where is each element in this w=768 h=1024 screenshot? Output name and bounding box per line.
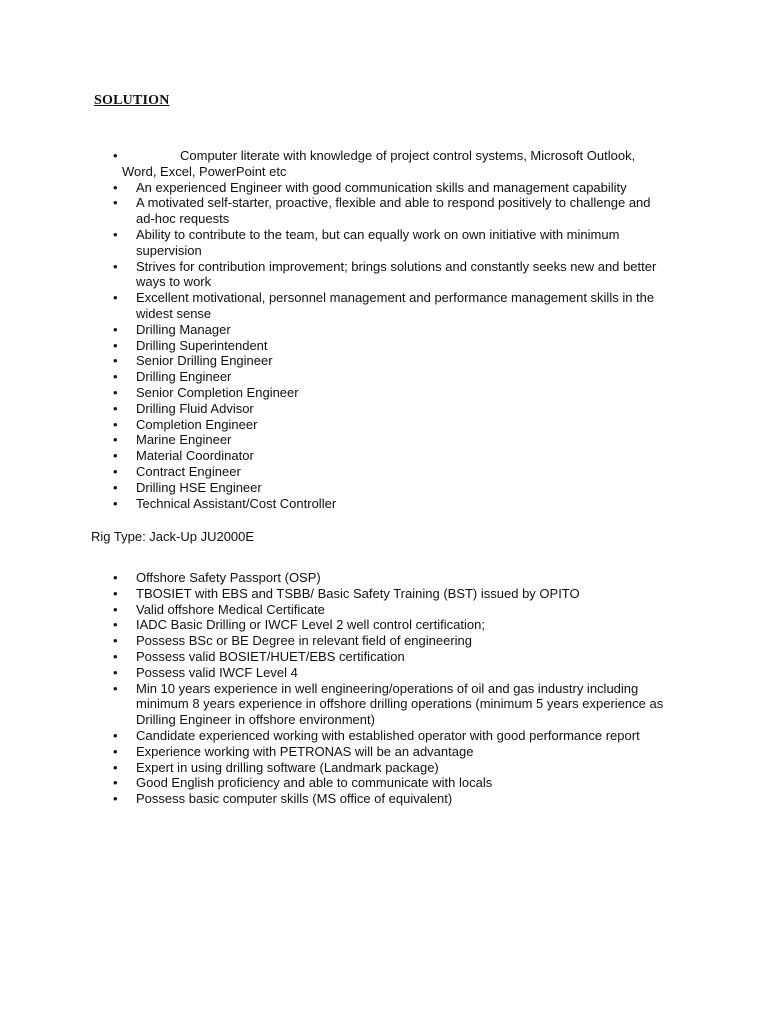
list-item: • Material Coordinator (0, 448, 768, 464)
skills-and-roles-list (0, 148, 768, 511)
list-item: • Drilling Manager (0, 322, 768, 338)
list-item: • Ability to contribute to the team, but can equally work on own initiative with minimum supervision (0, 227, 768, 259)
list-item: • Experience working with PETRONAS will be an advantage (0, 744, 768, 760)
list-item: • Possess valid BOSIET/HUET/EBS certification (0, 649, 768, 665)
list-item: • Possess BSc or BE Degree in relevant field of engineering (0, 633, 768, 649)
list-item: • Strives for contribution improvement; brings solutions and constantly seeks new and better ways to work (0, 259, 768, 291)
list-item: • Drilling Fluid Advisor (0, 401, 768, 417)
list-item: • Drilling Superintendent (0, 338, 768, 354)
list-item: • TBOSIET with EBS and TSBB/ Basic Safety Training (BST) issued by OPITO (0, 586, 768, 602)
list-item: • Drilling Engineer (0, 369, 768, 385)
list-item: • Good English proficiency and able to communicate with locals (0, 775, 768, 791)
list-item: • Contract Engineer (0, 464, 768, 480)
rig-type-line: Rig Type: Jack-Up JU2000E (91, 529, 255, 544)
list-item: • Marine Engineer (0, 432, 768, 448)
list-item: • An experienced Engineer with good communication skills and management capability (0, 180, 768, 196)
list-item: • Possess basic computer skills (MS office of equivalent) (0, 791, 768, 807)
section-heading: SOLUTION (94, 93, 170, 108)
list-item: • A motivated self-starter, proactive, flexible and able to respond positively to challenge and ad-hoc requests (0, 195, 768, 227)
list-item: • Completion Engineer (0, 417, 768, 433)
list-item: • Senior Completion Engineer (0, 385, 768, 401)
list-item: • IADC Basic Drilling or IWCF Level 2 well control certification; (0, 617, 768, 633)
list-item: • Expert in using drilling software (Landmark package) (0, 760, 768, 776)
list-item: • Valid offshore Medical Certificate (0, 602, 768, 618)
list-item (0, 148, 768, 180)
list-item: • Drilling HSE Engineer (0, 480, 768, 496)
list-item: • Senior Drilling Engineer (0, 353, 768, 369)
list-item: • Possess valid IWCF Level 4 (0, 665, 768, 681)
list-item: • Offshore Safety Passport (OSP) (0, 570, 768, 586)
list-item: • Technical Assistant/Cost Controller (0, 496, 768, 512)
list-item: • Min 10 years experience in well engineering/operations of oil and gas industry including minimum 8 years experience in offshore drilling operations (minimum 5 years experience as Drilling Engineer in offshore environment) (0, 681, 768, 728)
list-item: • Candidate experienced working with established operator with good performance report (0, 728, 768, 744)
list-item-text: Computer literate with knowledge of project control systems, Microsoft Outlook, Word, Excel, PowerPoint etc (122, 148, 636, 179)
requirements-list (0, 570, 768, 807)
list-item: • Excellent motivational, personnel management and performance management skills in the widest sense (0, 290, 768, 322)
